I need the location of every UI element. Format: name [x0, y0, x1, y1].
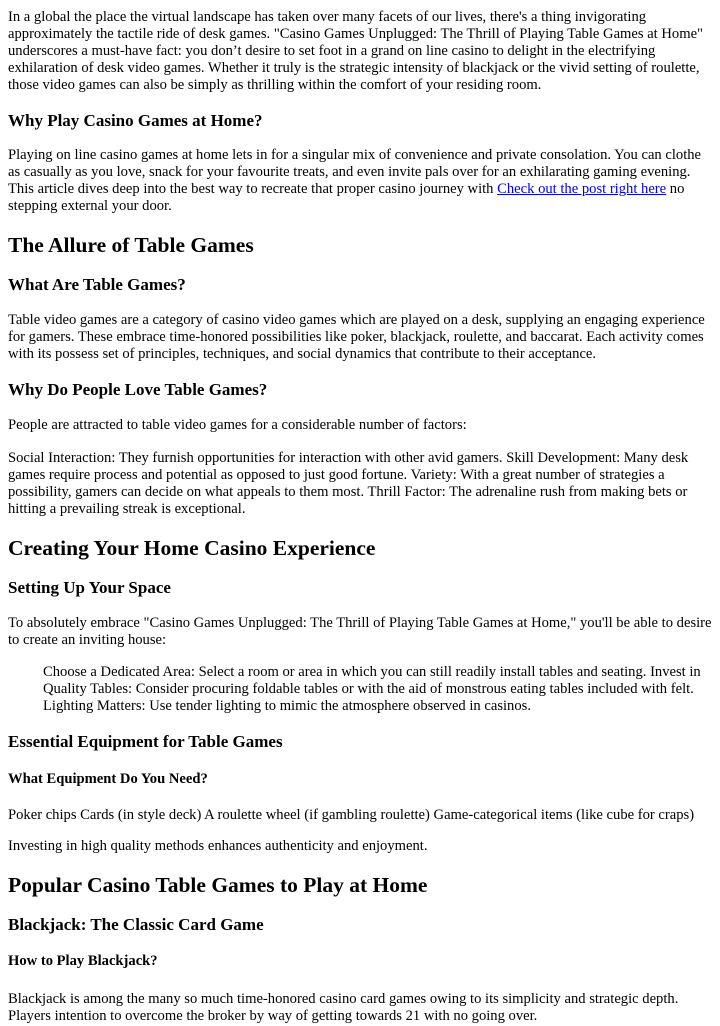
why-home-paragraph [8, 147, 712, 215]
heading-why-love-table-games: Why Do People Love Table Games? [8, 380, 268, 399]
why-home-text-before-link: Playing on line casino games at home lets in for a singular mix of convenience and private consolation. You can clothe as casually as you love, snack for your favourite treats, and even invite pals over for an exhilarating gaming evening. This article dives deep into the best way to recreate that proper casino journey with [8, 147, 702, 197]
heading-allure-of-table-games: The Allure of Table Games [8, 233, 254, 257]
check-out-post-link[interactable]: Check out the post right here [497, 181, 667, 197]
blackjack-paragraph: Blackjack is among the many so much time-honored casino card games owing to its simplicity and strategic depth. Players intention to overcome the broker by way of getting towards 21 with no going over. [8, 991, 679, 1024]
heading-setting-up-space: Setting Up Your Space [8, 578, 171, 597]
article [0, 9, 720, 1025]
heading-essential-equipment: Essential Equipment for Table Games [8, 732, 283, 751]
heading-popular-table-games: Popular Casino Table Games to Play at Home [8, 873, 428, 897]
heading-what-are-table-games: What Are Table Games? [8, 275, 186, 294]
equipment-list-paragraph: Poker chips Cards (in style deck) A roulette wheel (if gambling roulette) Game-categorical items (like cube for craps) [8, 807, 695, 823]
love-reasons-paragraph: Social Interaction: They furnish opportunities for interaction with other avid gamers. Skill Development: Many desk games require process and potential as opposed to just good fortune. Variety: With a great number of strategies a possibility, gamers can decide on what appeals to them most. Thrill Factor: The adrenaline rush from making bets or hitting a prevailing streak is exceptional. [8, 450, 689, 517]
space-tips-blockquote: Choose a Dedicated Area: Select a room or area in which you can still readily install tables and seating. Invest in Quality Tables: Consider procuring foldable tables or with the aid of monstrous eating tables included with felt. Lighting Matters: Use tender lighting to mimic the atmosphere observed in casinos. [43, 664, 701, 714]
love-intro-paragraph: People are attracted to table video games for a considerable number of factors: [8, 417, 467, 433]
heading-blackjack: Blackjack: The Classic Card Game [8, 915, 264, 934]
equipment-quality-paragraph: Investing in high quality methods enhances authenticity and enjoyment. [8, 838, 428, 854]
space-paragraph: To absolutely embrace "Casino Games Unplugged: The Thrill of Playing Table Games at Home," you'll be able to desire to create an inviting house: [8, 615, 712, 648]
intro-paragraph: In a global the place the virtual landscape has taken over many facets of our lives, there's a thing invigorating approximately the tactile ride of desk games. "Casino Games Unplugged: The Thrill of Playing Table Games at Home" underscores a must-have fact: you don’t desire to set foot in a grand on line casino to delight in the electrifying exhilaration of desk video games. Whether it truly is the strategic intensity of blackjack or the vivid setting of roulette, those video games can also be simply as thrilling within the comfort of your residing room. [8, 9, 704, 93]
heading-what-equipment: What Equipment Do You Need? [8, 771, 208, 787]
heading-why-play-at-home: Why Play Casino Games at Home? [8, 111, 263, 130]
what-are-table-games-paragraph: Table video games are a category of casino video games which are played on a desk, supplying an engaging experience for gamers. These embrace time-honored possibilities like poker, blackjack, roulette, and baccarat. Each activity comes with its possess set of principles, techniques, and social dynamics that contribute to their acceptance. [8, 312, 705, 362]
heading-creating-home-casino: Creating Your Home Casino Experience [8, 536, 376, 560]
heading-how-to-play-blackjack: How to Play Blackjack? [8, 953, 158, 969]
why-home-text-after-link: no stepping external your door. [8, 181, 685, 214]
